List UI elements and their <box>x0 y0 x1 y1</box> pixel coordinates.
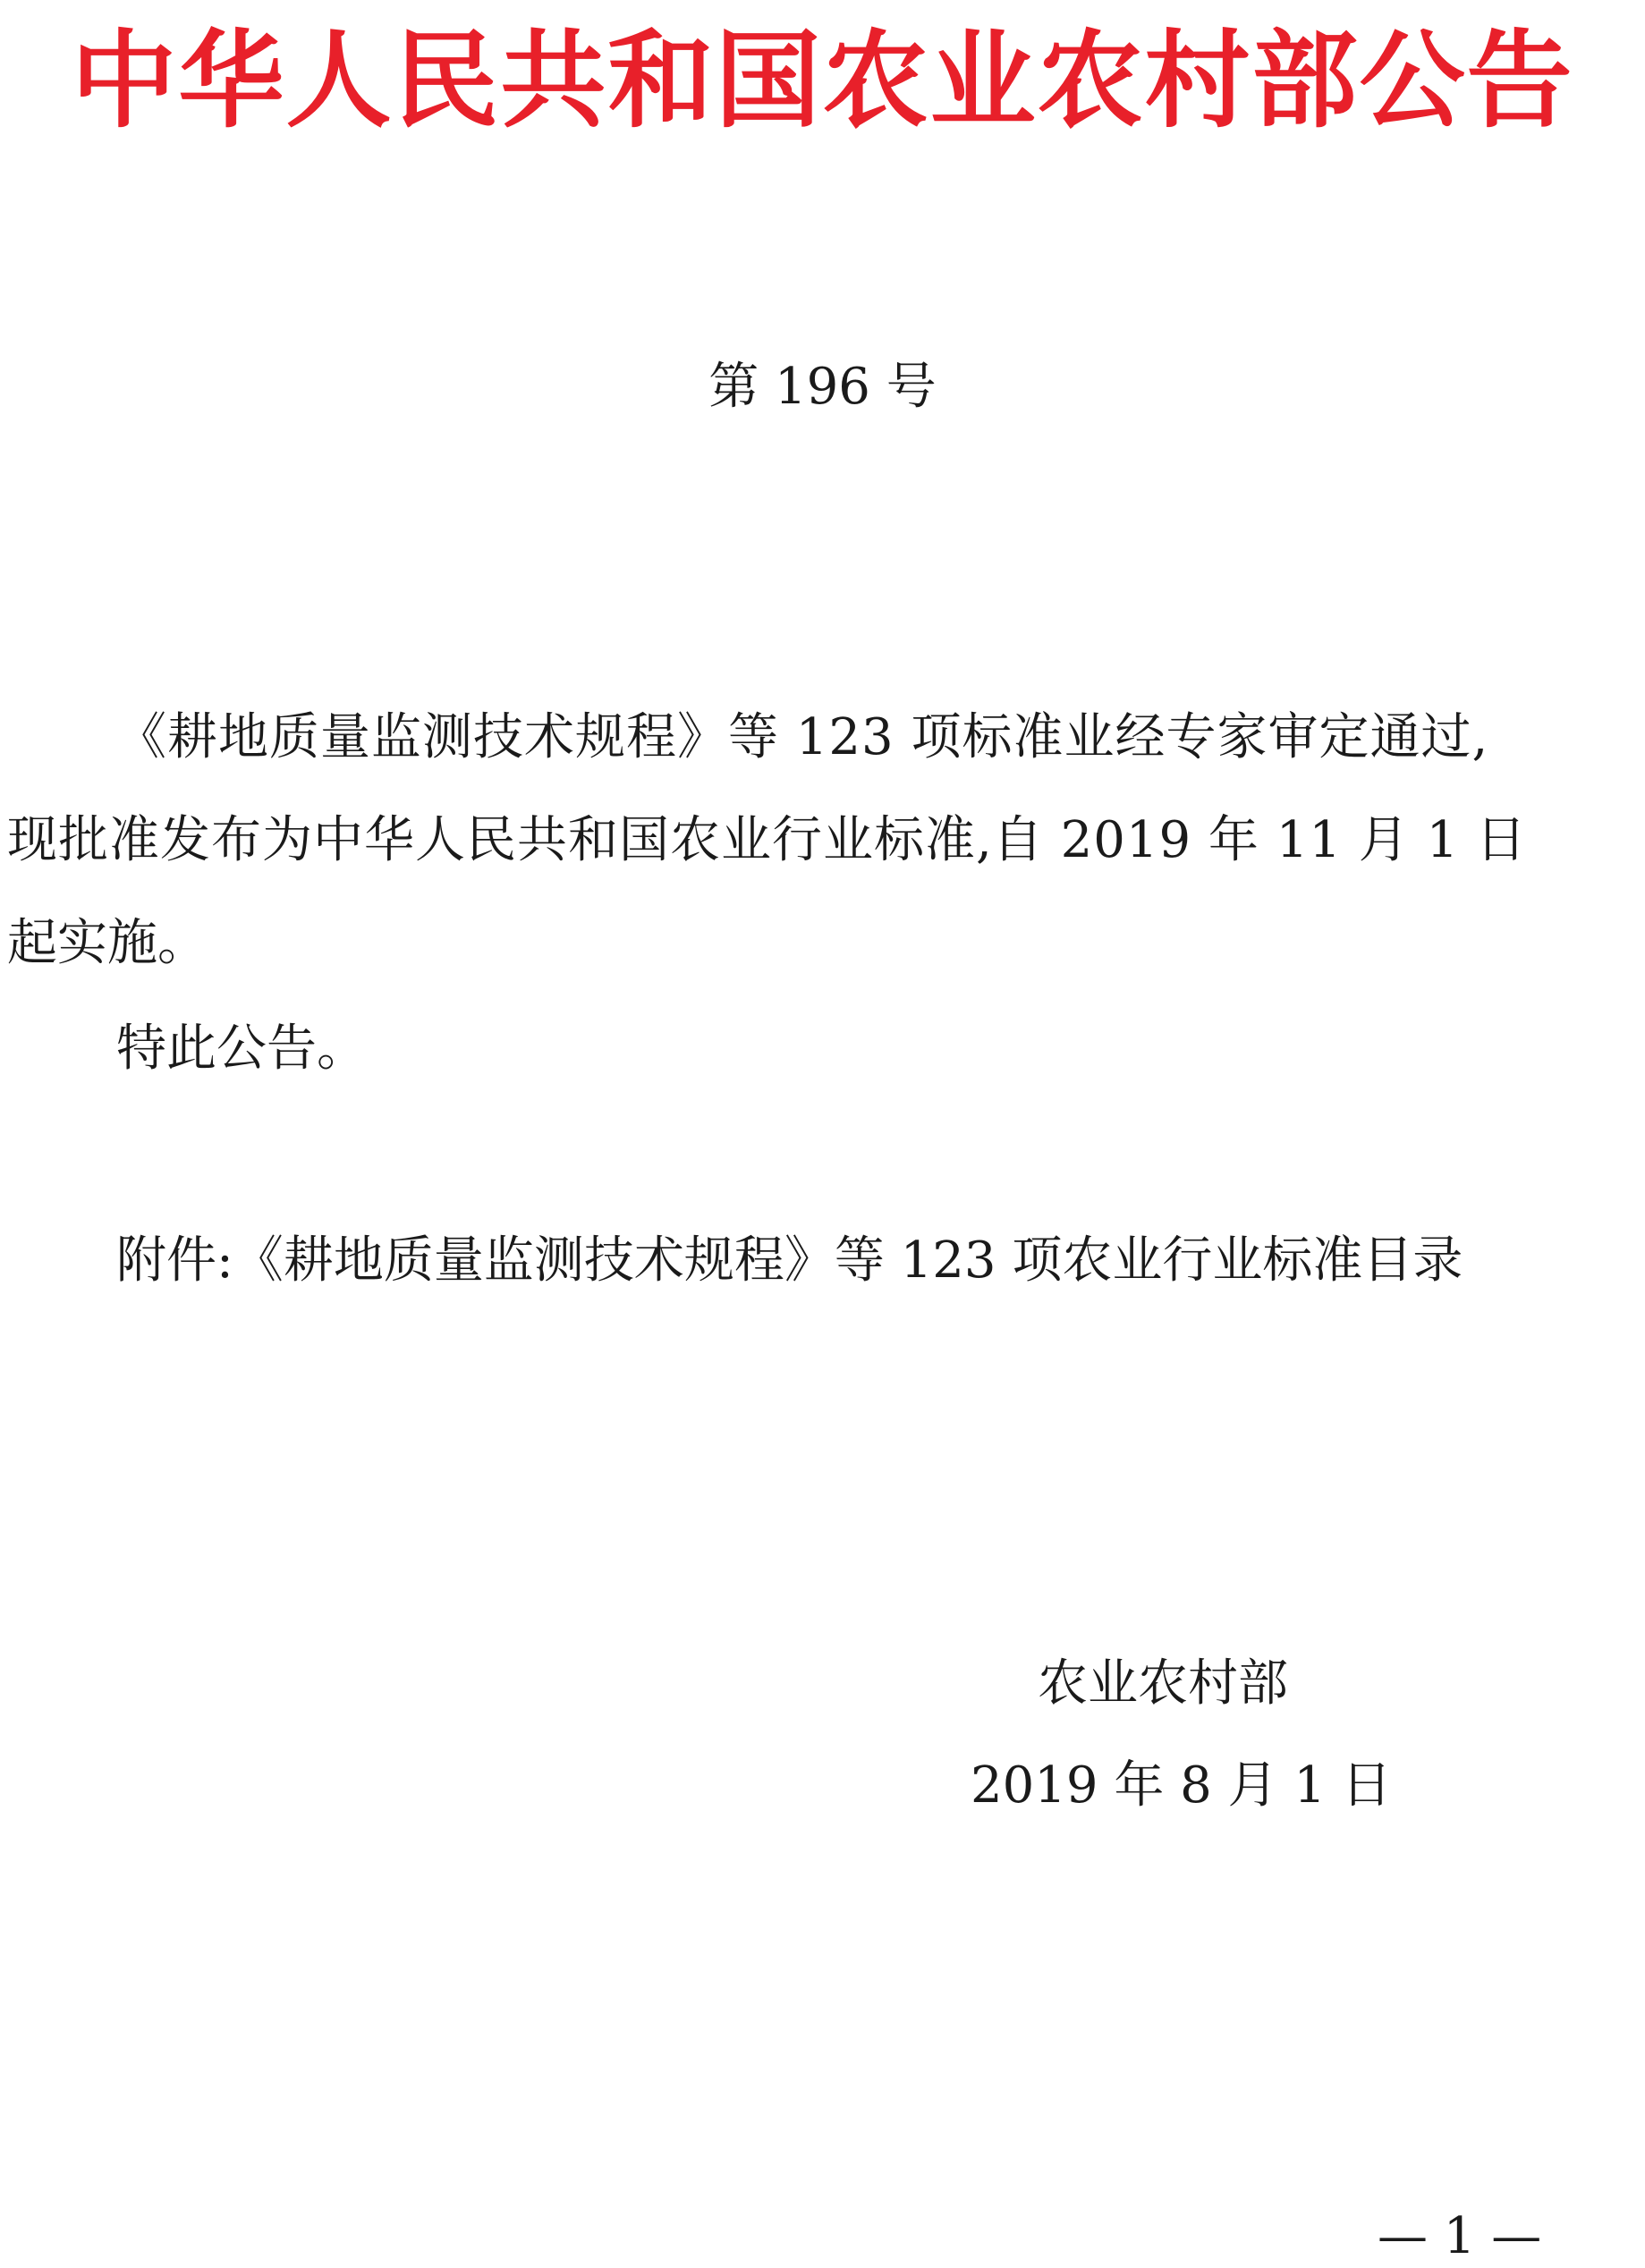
body-paragraph-1-line-1: 《耕地质量监测技术规程》等 123 项标准业经专家审定通过, <box>116 708 1489 766</box>
header-title: 中华人民共和国农业农村部公告 <box>71 18 1574 142</box>
document-number: 第 196 号 <box>708 358 937 416</box>
attachment-line: 附件:《耕地质量监测技术规程》等 123 项农业行业标准目录 <box>116 1231 1463 1290</box>
signature-date: 2019 年 8 月 1 日 <box>971 1756 1392 1815</box>
body-paragraph-1-line-3: 起实施。 <box>7 914 208 972</box>
page-number: — 1 — <box>1378 2207 1542 2265</box>
signature-organization: 农业农村部 <box>1038 1654 1288 1713</box>
body-paragraph-1-line-2: 现批准发布为中华人民共和国农业行业标准,自 2019 年 11 月 1 日 <box>7 811 1528 869</box>
body-paragraph-2: 特此公告。 <box>116 1020 367 1078</box>
